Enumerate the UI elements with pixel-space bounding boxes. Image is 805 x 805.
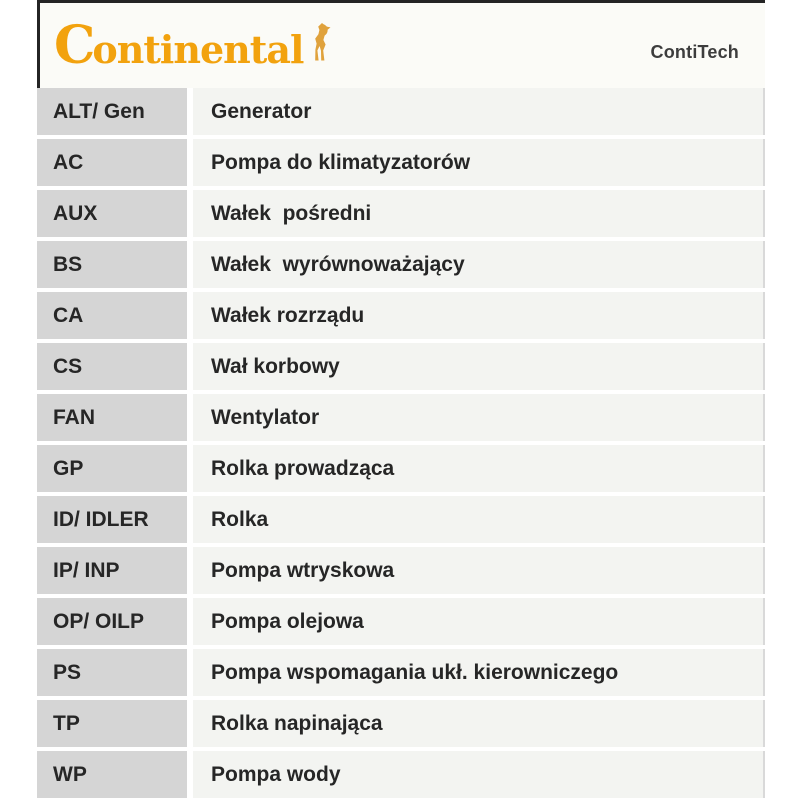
table-row — [37, 496, 765, 543]
description-cell: Wentylator — [193, 394, 765, 441]
table-row — [37, 292, 765, 339]
code-cell: AUX — [37, 190, 187, 237]
description-cell: Pompa do klimatyzatorów — [193, 139, 765, 186]
table-row — [37, 547, 765, 594]
table-row — [37, 139, 765, 186]
table-row — [37, 700, 765, 747]
description-cell: Wałek rozrządu — [193, 292, 765, 339]
code-cell: ID/ IDLER — [37, 496, 187, 543]
code-cell: WP — [37, 751, 187, 798]
continental-wordmark: Continental — [54, 14, 304, 76]
description-cell: Rolka prowadząca — [193, 445, 765, 492]
table-row — [37, 394, 765, 441]
code-cell: AC — [37, 139, 187, 186]
description-cell: Wałek pośredni — [193, 190, 765, 237]
description-cell: Wał korbowy — [193, 343, 765, 390]
brand-header — [37, 0, 765, 88]
code-cell: OP/ OILP — [37, 598, 187, 645]
code-cell: TP — [37, 700, 187, 747]
table-row — [37, 88, 765, 135]
legend-table — [37, 88, 765, 798]
code-cell: CS — [37, 343, 187, 390]
contitech-label: ContiTech — [650, 42, 739, 62]
description-cell: Pompa olejowa — [193, 598, 765, 645]
code-cell: GP — [37, 445, 187, 492]
code-cell: FAN — [37, 394, 187, 441]
code-cell: CA — [37, 292, 187, 339]
description-cell: Pompa wtryskowa — [193, 547, 765, 594]
code-cell: ALT/ Gen — [37, 88, 187, 135]
content-block — [37, 0, 765, 802]
description-cell: Wałek wyrównoważający — [193, 241, 765, 288]
description-cell: Pompa wody — [193, 751, 765, 798]
code-cell: IP/ INP — [37, 547, 187, 594]
code-cell: PS — [37, 649, 187, 696]
table-row — [37, 751, 765, 798]
table-row — [37, 343, 765, 390]
description-cell: Generator — [193, 88, 765, 135]
table-row — [37, 649, 765, 696]
description-cell: Pompa wspomagania ukł. kierowniczego — [193, 649, 765, 696]
table-row — [37, 445, 765, 492]
table-row — [37, 190, 765, 237]
rearing-horse-icon — [309, 22, 335, 62]
description-cell: Rolka — [193, 496, 765, 543]
code-cell: BS — [37, 241, 187, 288]
description-cell: Rolka napinająca — [193, 700, 765, 747]
table-row — [37, 241, 765, 288]
continental-logo — [54, 14, 335, 76]
table-row — [37, 598, 765, 645]
